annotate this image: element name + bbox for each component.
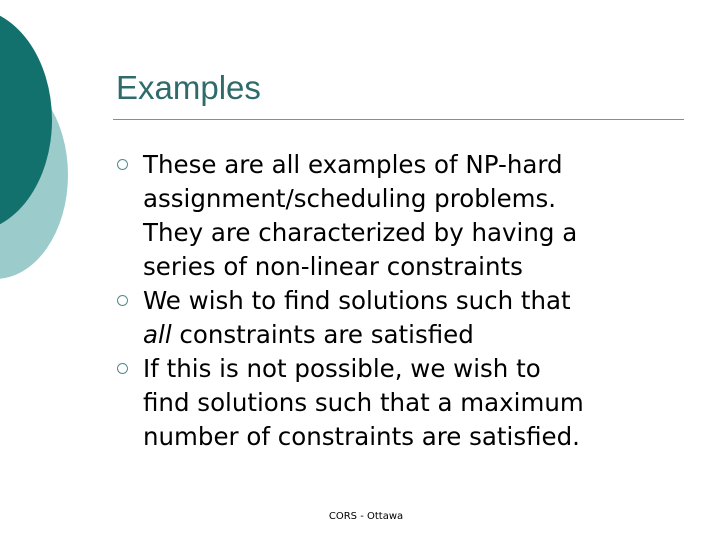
bullet-line: We wish to find solutions such that <box>143 286 571 315</box>
hollow-circle-bullet-icon <box>117 363 128 374</box>
slide-title: Examples <box>116 69 261 106</box>
bullet-item <box>117 352 687 454</box>
bullet-line <box>143 318 687 352</box>
emphasis-text: all <box>143 320 172 349</box>
bullet-line-rest: constraints are satisfied <box>171 320 474 349</box>
bullet-line: They are characterized by having a <box>143 218 578 247</box>
hollow-circle-bullet-icon <box>117 295 128 306</box>
title-divider <box>113 119 684 120</box>
bullet-line: These are all examples of NP-hard <box>143 150 563 179</box>
bullet-line: If this is not possible, we wish to <box>143 354 541 383</box>
bullet-item <box>117 284 687 352</box>
bullet-line: find solutions such that a maximum <box>143 388 584 417</box>
teal-circle-decoration-icon <box>0 0 80 290</box>
bullet-line: series of non-linear constraints <box>143 252 523 281</box>
bullet-line: number of constraints are satisfied. <box>143 422 580 451</box>
bullet-line: assignment/scheduling problems. <box>143 184 557 213</box>
hollow-circle-bullet-icon <box>117 159 128 170</box>
bullet-item <box>117 148 687 284</box>
bullet-list <box>117 148 687 454</box>
slide-footer: CORS - Ottawa <box>328 511 404 522</box>
